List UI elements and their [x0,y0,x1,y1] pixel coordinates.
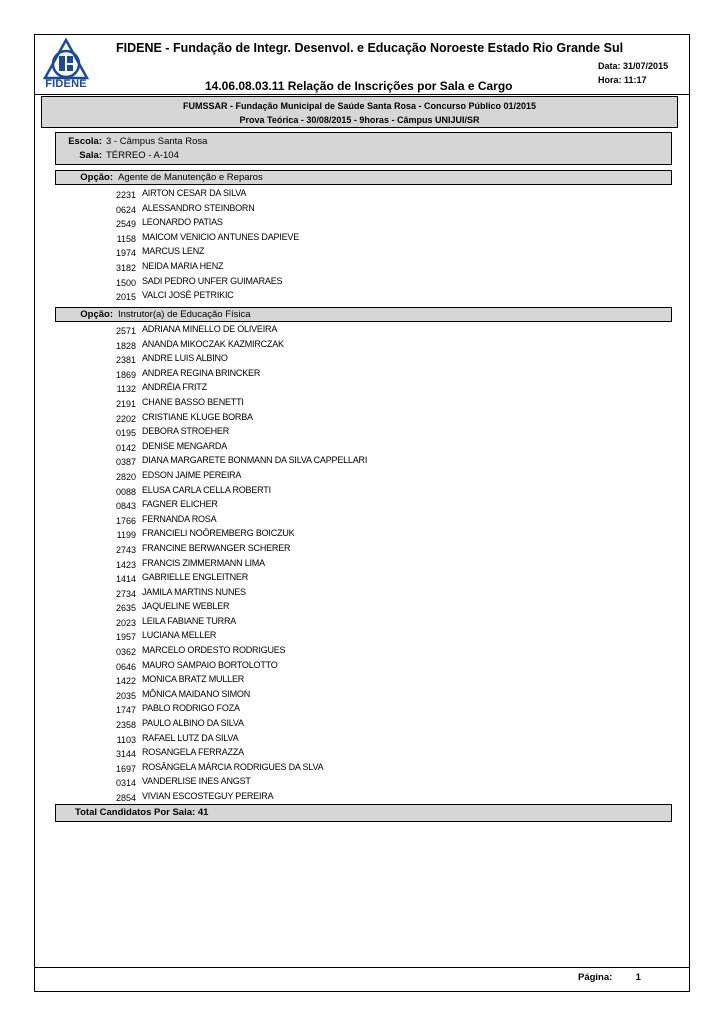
candidate-code: 0624 [115,204,136,215]
list-item [106,541,367,556]
candidate-code: 2358 [115,720,136,731]
list-item [106,380,367,395]
candidate-code: 2023 [115,617,136,628]
escola-value: 3 - Câmpus Santa Rosa [106,136,208,147]
list-item [106,201,299,216]
candidate-name: CRISTIANE KLUGE BORBA [142,411,253,422]
candidate-code: 0646 [115,661,136,672]
option-bar-1 [55,170,672,185]
candidate-code: 1132 [116,384,136,395]
list-item [106,658,367,673]
candidate-name: ANDRÉIA FRITZ [142,382,207,393]
candidate-code: 1747 [115,705,136,716]
list-item [106,424,367,439]
candidate-name: MAURO SAMPAIO BORTOLOTTO [142,659,278,670]
candidate-name: FRANCINE BERWANGER SCHERER [142,542,291,553]
list-item [106,570,367,585]
candidate-code: 0362 [115,647,136,658]
list-item [106,351,367,366]
candidate-code: 1766 [115,515,136,526]
org-title: FIDENE - Fundação de Integr. Desenvol. e Educação Noroeste Estado Rio Grande Sul [116,41,624,55]
option-label: Opção: [80,309,113,320]
list-item [106,468,367,483]
candidate-name: LEONARDO PATIAS [142,217,223,228]
candidate-name: ANDREA REGINA BRINCKER [142,367,261,378]
candidate-name: MARCUS LENZ [142,246,205,257]
option-bar-2 [55,307,672,322]
candidate-code: 0843 [115,501,136,512]
time-label: Hora: [598,75,622,85]
candidate-name: LUCIANA MELLER [142,630,217,641]
option-label: Opção: [80,172,113,183]
list-item [106,672,367,687]
candidate-name: RAFAEL LUTZ DA SILVA [142,732,239,743]
candidate-code: 2191 [115,398,136,409]
candidate-code: 2381 [115,355,136,366]
option-name: Instrutor(a) de Educação Física [118,309,251,320]
candidate-name: ADRIANA MINELLO DE OLIVEIRA [142,324,278,334]
sala-value: TÉRREO - A-104 [106,150,179,161]
date-value: 31/07/2015 [623,61,669,71]
list-item [106,643,367,658]
candidate-code: 0387 [115,457,136,468]
escola-label: Escola: [68,136,102,147]
report-time [598,75,647,85]
candidate-name: SADI PEDRO UNFER GUIMARAES [142,275,283,286]
date-label: Data: [598,61,621,71]
candidate-name: GABRIELLE ENGLEITNER [142,572,249,583]
candidate-code: 1423 [115,559,136,570]
page-value: 1 [635,972,641,983]
list-item [106,215,299,230]
list-item [106,760,367,775]
candidate-code: 1103 [116,734,136,745]
list-item [106,614,367,629]
candidate-name: JAQUELINE WEBLER [142,601,230,612]
candidate-code: 2231 [115,190,136,200]
candidate-code: 1158 [116,233,136,244]
list-item [106,186,299,201]
list-item [106,628,367,643]
candidate-name: ANDRE LUIS ALBINO [142,353,228,364]
list-item [106,789,367,804]
candidate-name: FERNANDA ROSA [142,513,217,524]
candidate-code: 1957 [115,632,136,643]
candidate-code: 2202 [115,413,136,424]
page-label: Página: [578,972,613,983]
candidate-name: PABLO RODRIGO FOZA [142,703,240,714]
list-item [106,322,367,337]
candidate-code: 2571 [115,326,136,336]
candidate-code: 0314 [115,778,136,789]
sala-line [62,150,179,161]
candidate-code: 3144 [115,749,136,760]
candidate-code: 1414 [115,574,136,585]
candidate-code: 0088 [115,486,136,497]
candidate-code: 1869 [115,369,136,380]
list-item [106,230,299,245]
candidate-code: 2035 [115,690,136,701]
candidate-code: 1199 [116,530,136,541]
candidate-code: 0142 [115,442,136,453]
candidate-code: 1828 [115,340,136,351]
list-item [106,585,367,600]
candidate-name: JAMILA MARTINS NUNES [142,586,246,597]
time-value: 11:17 [624,75,647,85]
list-item [106,731,367,746]
report-title: 14.06.08.03.11 Relação de Inscrições por Sala e Cargo [205,79,513,93]
contest-line-1: FUMSSAR - Fundação Municipal de Saúde Santa Rosa - Concurso Público 01/2015 [182,101,537,111]
total-bar [55,804,672,822]
list-item [106,701,367,716]
report-date [598,61,668,71]
candidate-name: MÔNICA MAIDANO SIMON [142,688,251,699]
option-name: Agente de Manutenção e Reparos [118,172,263,183]
header-divider [34,94,690,95]
candidate-name: DIANA MARGARETE BONMANN DA SILVA CAPPELLARI [142,455,368,466]
list-item [106,244,299,259]
candidate-name: DEBORA STROEHER [142,426,230,437]
list-item [106,687,367,702]
candidate-code: 1974 [115,248,136,259]
candidate-name: DENISE MENGARDA [142,440,228,451]
candidate-list-2 [106,322,367,804]
contest-box [41,96,678,128]
total-value: 41 [197,807,209,818]
list-item [106,556,367,571]
candidate-name: NEIDA MARIA HENZ [142,260,224,271]
candidate-name: VIVIAN ESCOSTEGUY PEREIRA [142,791,274,801]
list-item [106,337,367,352]
list-item [106,512,367,527]
candidate-code: 2015 [115,292,136,303]
candidate-code: 2820 [115,471,136,482]
list-item [106,439,367,454]
candidate-name: MAICOM VENICIO ANTUNES DAPIEVE [142,231,300,242]
list-item [106,366,367,381]
list-item [106,526,367,541]
sala-label: Sala: [79,150,102,161]
candidate-name: LEILA FABIANE TURRA [142,615,237,626]
list-item [106,395,367,410]
list-item [106,774,367,789]
candidate-code: 2549 [115,219,136,230]
candidate-name: FRANCIELI NOÖREMBERG BOICZUK [142,528,295,539]
candidate-name: CHANE BASSO BENETTI [142,396,244,407]
candidate-code: 1500 [115,277,136,288]
candidate-name: VANDERLISE INES ANGST [142,776,251,787]
candidate-name: PAULO ALBINO DA SILVA [142,718,244,729]
candidate-name: ALESSANDRO STEINBORN [142,202,255,213]
footer-divider [34,967,690,968]
candidate-name: ANANDA MIKOCZAK KAZMIRCZAK [142,338,284,349]
candidate-name: ELUSA CARLA CELLA ROBERTI [142,484,271,495]
list-item [106,745,367,760]
candidate-code: 2635 [115,603,136,614]
list-item [106,259,299,274]
total-label: Total Candidatos Por Sala: [75,807,196,818]
candidate-code: 0195 [115,428,136,439]
list-item [106,716,367,731]
candidate-name: ROSANGELA FERRAZZA [142,747,244,758]
escola-line [62,136,207,147]
list-item [106,288,299,303]
list-item [106,483,367,498]
list-item [106,599,367,614]
list-item [106,274,299,289]
candidate-code: 3182 [115,262,136,273]
candidate-name: VALCI JOSÉ PETRIKIC [142,290,234,301]
contest-line-2: Prova Teórica - 30/08/2015 - 9horas - Câmpus UNIJUI/SR [239,115,480,125]
candidate-name: FAGNER ELICHER [142,499,218,510]
candidate-list-1 [106,186,299,303]
candidate-name: EDSON JAIME PEREIRA [142,469,242,480]
list-item [106,410,367,425]
candidate-code: 1697 [115,763,136,774]
candidate-name: ROSÂNGELA MÁRCIA RODRIGUES DA SLVA [142,761,324,772]
candidate-code: 1422 [115,676,136,687]
candidate-name: FRANCIS ZIMMERMANN LIMA [142,557,265,568]
candidate-name: MONICA BRATZ MULLER [142,674,245,685]
candidate-code: 2734 [115,588,136,599]
list-item [106,497,367,512]
candidate-name: AIRTON CESAR DA SILVA [142,188,247,198]
page-number [578,972,641,983]
candidate-name: MARCELO ORDESTO RODRIGUES [142,645,286,656]
logo-text: FIDENE [45,78,87,90]
school-box [55,132,672,165]
list-item [106,453,367,468]
candidate-code: 2743 [115,544,136,555]
candidate-code: 2854 [115,793,136,803]
